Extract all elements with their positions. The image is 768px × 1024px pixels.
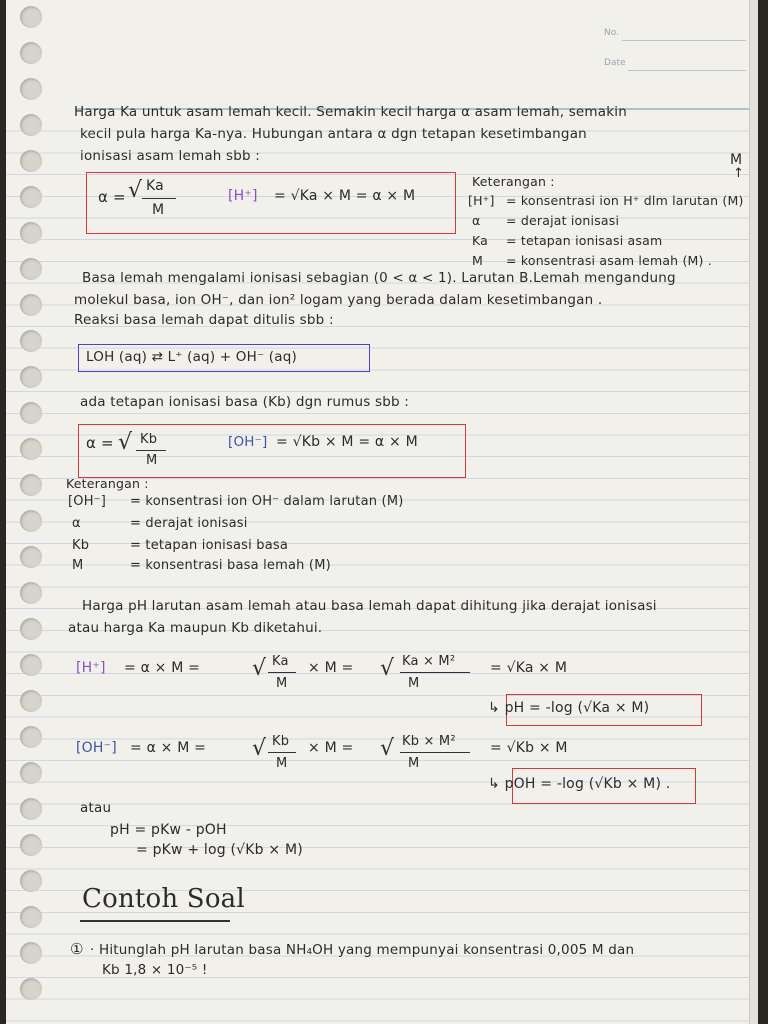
binder-hole xyxy=(20,150,42,172)
ph-formula: ↳ pH = -log (√Ka × M) xyxy=(488,700,650,716)
binder-hole xyxy=(20,186,42,208)
binder-hole xyxy=(20,294,42,316)
formula3-frac1-top: Ka xyxy=(272,654,289,669)
formula4-frac2-bottom: M xyxy=(408,756,420,771)
keterangan2-title: Keterangan : xyxy=(66,476,149,491)
formula2-rhs: = √Kb × M = α × M xyxy=(276,434,418,450)
fraction-bar-5 xyxy=(268,752,296,753)
ka-numerator: Ka xyxy=(146,178,164,194)
binder-hole xyxy=(20,582,42,604)
paragraph1-line3: ionisasi asam lemah sbb : xyxy=(80,148,261,164)
binder-hole xyxy=(20,690,42,712)
binder-hole xyxy=(20,834,42,856)
binder-hole xyxy=(20,366,42,388)
sqrt-sign-5: √ xyxy=(252,736,267,761)
formula3-frac2-bottom: M xyxy=(408,676,420,691)
fraction-bar-1 xyxy=(142,198,176,199)
no-label: No. xyxy=(604,28,619,38)
sqrt-sign-4: √ xyxy=(380,656,395,681)
formula4-frac1-bottom: M xyxy=(276,756,288,771)
fraction-bar-2 xyxy=(136,450,166,451)
keterangan2-desc: = tetapan ionisasi basa xyxy=(130,538,289,553)
kb-numerator: Kb xyxy=(140,432,158,447)
side-m-label: M xyxy=(730,152,743,168)
binder-hole xyxy=(20,474,42,496)
date-line xyxy=(628,70,746,71)
example-line1: · Hitunglah pH larutan basa NH₄OH yang mempunyai konsentrasi 0,005 M dan xyxy=(90,942,635,958)
formula3-frac2-top: Ka × M² xyxy=(402,654,456,669)
fraction-bar-3 xyxy=(268,672,296,673)
keterangan1-sym: α xyxy=(472,213,481,228)
binder-hole xyxy=(20,618,42,640)
oh-ion-label: [OH⁻] xyxy=(228,434,268,450)
formula1-rhs: = √Ka × M = α × M xyxy=(274,188,416,204)
atau-word: atau xyxy=(80,800,112,816)
keterangan1-sym: [H⁺] xyxy=(468,193,495,208)
keterangan2-desc: = konsentrasi basa lemah (M) xyxy=(130,558,331,573)
date-label: Date xyxy=(604,58,626,68)
keterangan1-desc: = konsentrasi asam lemah (M) . xyxy=(506,253,712,268)
formula3-part2: × M = xyxy=(308,660,354,676)
example-heading: Contoh Soal xyxy=(82,884,245,914)
example-line2: Kb 1,8 × 10⁻⁵ ! xyxy=(102,962,208,978)
formula4-part1: = α × M = xyxy=(130,740,207,756)
keterangan1-sym: Ka xyxy=(472,233,489,248)
keterangan2-desc: = derajat ionisasi xyxy=(130,516,248,531)
ph-pkw-line2: = pKw + log (√Kb × M) xyxy=(136,842,303,858)
keterangan2-desc: = konsentrasi ion OH⁻ dalam larutan (M) xyxy=(130,494,404,509)
binder-hole xyxy=(20,258,42,280)
binder-hole xyxy=(20,762,42,784)
binder-hole xyxy=(20,978,42,1000)
alpha-eq-2: α = xyxy=(86,434,114,452)
binder-hole xyxy=(20,330,42,352)
example-number: ① xyxy=(70,940,84,958)
paragraph2-line2: molekul basa, ion OH⁻, dan ion² logam yang berada dalam kesetimbangan . xyxy=(74,292,603,308)
formula4-part3: = √Kb × M xyxy=(490,740,568,756)
paragraph2-line3: Reaksi basa lemah dapat ditulis sbb : xyxy=(74,312,334,328)
fraction-bar-4 xyxy=(400,672,470,673)
poh-formula: ↳ pOH = -log (√Kb × M) . xyxy=(488,776,671,792)
kb-denominator: M xyxy=(146,453,158,468)
binder-hole xyxy=(20,726,42,748)
reaction-equation: LOH (aq) ⇄ L⁺ (aq) + OH⁻ (aq) xyxy=(86,349,297,365)
h-ion-label-2: [H⁺] xyxy=(76,660,106,676)
formula4-frac1-top: Kb xyxy=(272,734,290,749)
binder-hole xyxy=(20,870,42,892)
keterangan2-sym: M xyxy=(72,558,84,573)
formula3-part1: = α × M = xyxy=(124,660,201,676)
paragraph3-line2: atau harga Ka maupun Kb diketahui. xyxy=(68,620,323,636)
keterangan1-title: Keterangan : xyxy=(472,174,555,189)
kb-formula-box xyxy=(78,424,466,478)
page-header-area xyxy=(6,0,758,108)
oh-ion-label-2: [OH⁻] xyxy=(76,740,117,756)
kb-intro-text: ada tetapan ionisasi basa (Kb) dgn rumus sbb : xyxy=(80,394,409,410)
binder-hole xyxy=(20,942,42,964)
formula4-part2: × M = xyxy=(308,740,354,756)
binder-hole xyxy=(20,78,42,100)
formula3-frac1-bottom: M xyxy=(276,676,288,691)
alpha-eq-1: α = xyxy=(98,188,126,206)
binder-hole xyxy=(20,6,42,28)
binder-hole xyxy=(20,222,42,244)
keterangan1-sym: M xyxy=(472,253,483,268)
sqrt-sign-1: √ xyxy=(128,178,143,203)
binder-hole xyxy=(20,114,42,136)
h-ion-label: [H⁺] xyxy=(228,188,258,204)
formula4-frac2-top: Kb × M² xyxy=(402,734,456,749)
binder-hole xyxy=(20,546,42,568)
binder-hole xyxy=(20,438,42,460)
binder-hole xyxy=(20,654,42,676)
page-edge xyxy=(749,0,758,1024)
example-heading-underline xyxy=(80,920,230,922)
sqrt-sign-6: √ xyxy=(380,736,395,761)
keterangan1-desc: = derajat ionisasi xyxy=(506,213,620,228)
keterangan2-sym: [OH⁻] xyxy=(68,494,107,509)
paragraph3-line1: Harga pH larutan asam lemah atau basa lemah dapat dihitung jika derajat ionisasi xyxy=(82,598,657,614)
sqrt-sign-2: √ xyxy=(118,430,133,455)
keterangan2-sym: Kb xyxy=(72,538,90,553)
side-arrow: ↑ xyxy=(733,166,745,181)
binder-hole xyxy=(20,906,42,928)
binder-hole xyxy=(20,402,42,424)
keterangan1-desc: = tetapan ionisasi asam xyxy=(506,233,663,248)
ka-denominator: M xyxy=(152,202,165,218)
paragraph1-line1: Harga Ka untuk asam lemah kecil. Semakin kecil harga α asam lemah, semakin xyxy=(74,104,627,120)
no-line xyxy=(622,40,746,41)
ph-pkw-line1: pH = pKw - pOH xyxy=(110,822,227,838)
paragraph2-line1: Basa lemah mengalami ionisasi sebagian (0 < α < 1). Larutan B.Lemah mengandung xyxy=(82,270,676,286)
paragraph1-line2: kecil pula harga Ka-nya. Hubungan antara α dgn tetapan kesetimbangan xyxy=(80,126,587,142)
sqrt-sign-3: √ xyxy=(252,656,267,681)
keterangan1-desc: = konsentrasi ion H⁺ dlm larutan (M) xyxy=(506,193,744,208)
binder-hole xyxy=(20,510,42,532)
notebook-page xyxy=(6,0,758,1024)
keterangan2-sym: α xyxy=(72,516,81,531)
binder-hole xyxy=(20,798,42,820)
fraction-bar-6 xyxy=(400,752,470,753)
formula3-part3: = √Ka × M xyxy=(490,660,568,676)
binder-hole xyxy=(20,42,42,64)
